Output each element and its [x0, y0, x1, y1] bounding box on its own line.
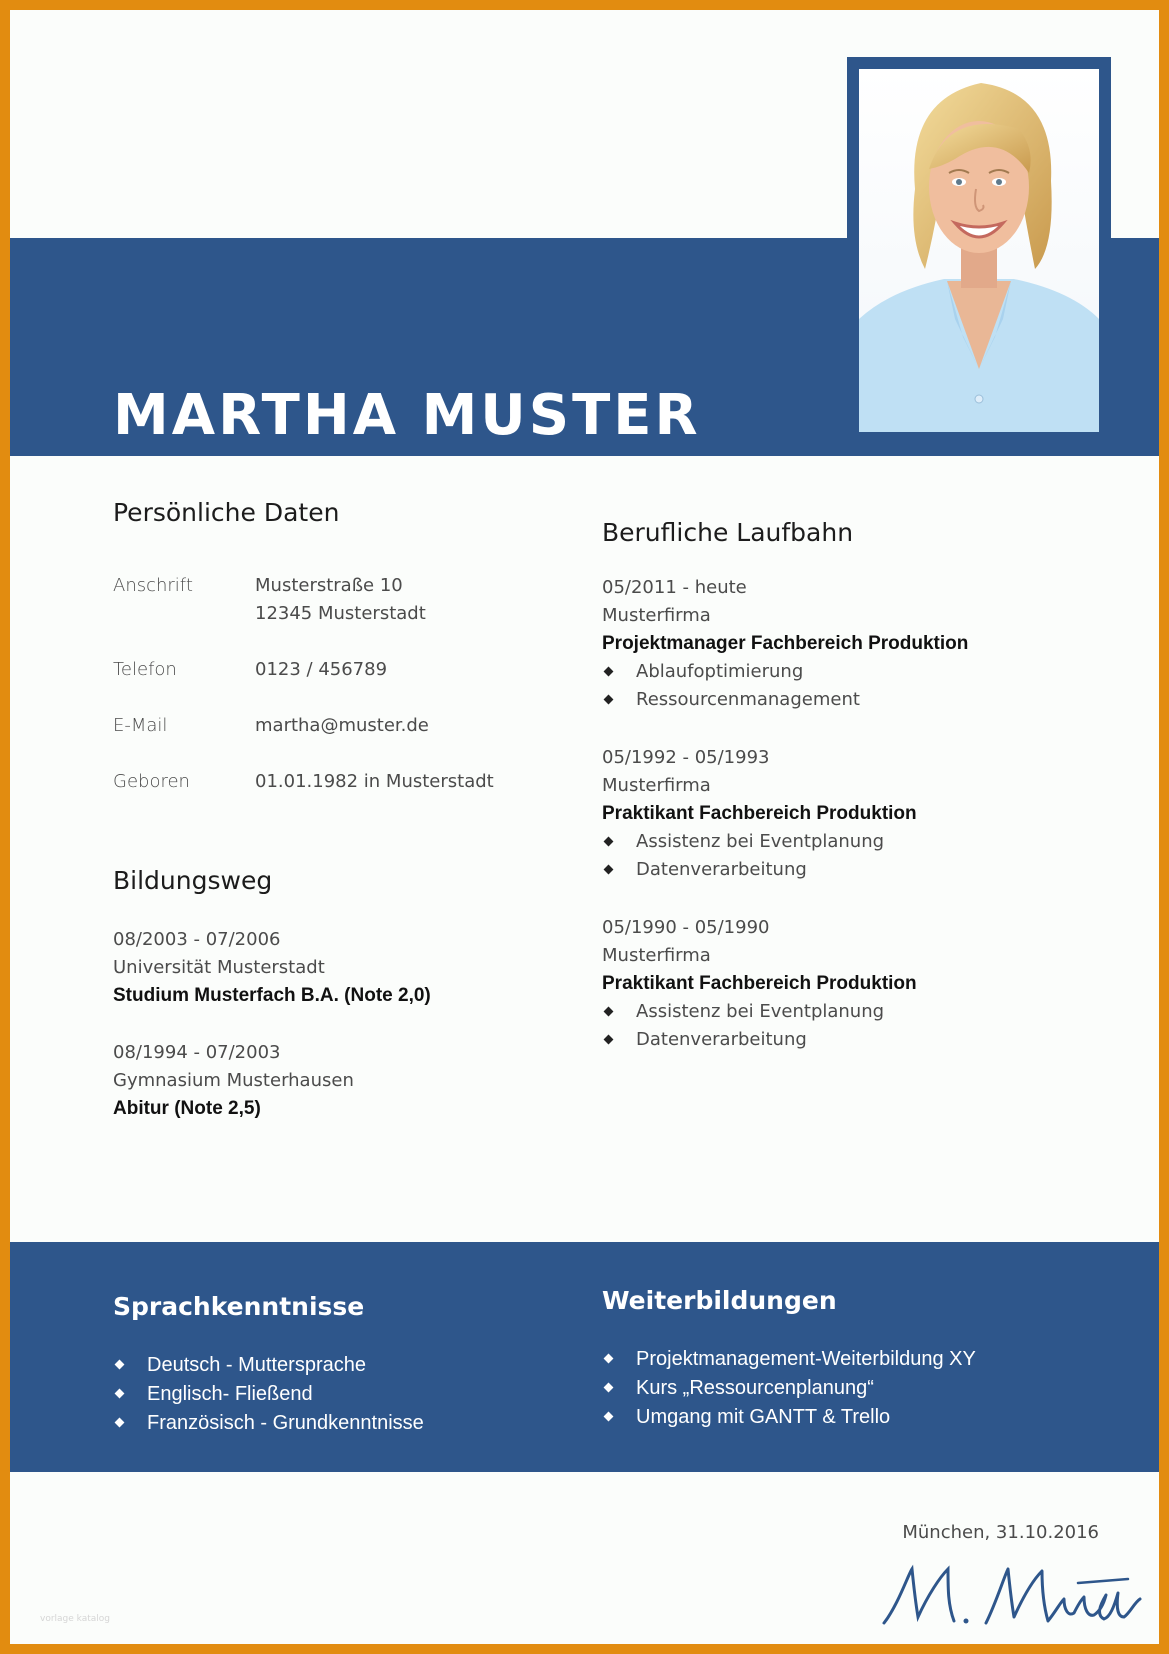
list-item — [602, 1345, 1072, 1374]
diamond-bullet-icon — [115, 1360, 125, 1370]
career-period: 05/2011 - heute — [602, 577, 747, 598]
date-and-place: München, 31.10.2016 — [902, 1522, 1099, 1543]
language-text: Englisch- Fließend — [147, 1383, 313, 1405]
list-item — [602, 658, 1072, 686]
diamond-bullet-icon — [115, 1418, 125, 1428]
email-value — [255, 712, 615, 740]
education-degree: Abitur (Note 2,5) — [113, 1098, 261, 1119]
section-title-personal: Persönliche Daten — [113, 498, 340, 527]
education-degree: Studium Musterfach B.A. (Note 2,0) — [113, 985, 431, 1006]
language-text: Deutsch - Muttersprache — [147, 1354, 366, 1376]
career-company: Musterfirma — [602, 775, 711, 796]
phone-label: Telefon — [113, 659, 177, 680]
career-role: Projektmanager Fachbereich Produktion — [602, 633, 969, 654]
address-label: Anschrift — [113, 575, 193, 596]
list-item — [602, 828, 1072, 856]
applicant-photo — [859, 69, 1099, 432]
list-item — [602, 1374, 1072, 1403]
diamond-bullet-icon — [604, 1412, 614, 1422]
diamond-bullet-icon — [604, 1354, 614, 1364]
task-text: Assistenz bei Eventplanung — [636, 831, 885, 852]
task-text: Ablaufoptimierung — [636, 661, 804, 682]
personal-data-table — [113, 572, 615, 824]
list-item — [602, 1026, 1072, 1054]
birth-date: 01.01.1982 in Musterstadt — [255, 771, 494, 792]
diamond-bullet-icon — [604, 865, 614, 875]
section-title-training: Weiterbildungen — [602, 1286, 837, 1315]
diamond-bullet-icon — [604, 667, 614, 677]
diamond-bullet-icon — [604, 1383, 614, 1393]
applicant-name: MARTHA MUSTER — [113, 383, 701, 448]
diamond-bullet-icon — [604, 837, 614, 847]
watermark-text: vorlage katalog — [40, 1614, 110, 1624]
diamond-bullet-icon — [604, 1035, 614, 1045]
career-period: 05/1992 - 05/1993 — [602, 747, 770, 768]
diamond-bullet-icon — [604, 1007, 614, 1017]
list-item — [113, 1409, 583, 1438]
personal-row-address — [113, 572, 615, 628]
portrait-illustration — [859, 69, 1099, 432]
phone-number: 0123 / 456789 — [255, 659, 388, 680]
task-text: Assistenz bei Eventplanung — [636, 1001, 885, 1022]
address-value — [255, 572, 615, 628]
career-entry — [602, 574, 1072, 714]
list-item — [113, 1351, 583, 1380]
career-role: Praktikant Fachbereich Produktion — [602, 973, 917, 994]
list-item — [602, 856, 1072, 884]
list-item — [602, 686, 1072, 714]
list-item — [602, 1403, 1072, 1432]
list-item — [602, 998, 1072, 1026]
section-title-education: Bildungsweg — [113, 866, 273, 895]
section-title-languages: Sprachkenntnisse — [113, 1292, 365, 1321]
education-place: Gymnasium Musterhausen — [113, 1070, 354, 1091]
diamond-bullet-icon — [604, 695, 614, 705]
list-item — [113, 1380, 583, 1409]
diamond-bullet-icon — [115, 1389, 125, 1399]
education-period: 08/1994 - 07/2003 — [113, 1042, 281, 1063]
education-period: 08/2003 - 07/2006 — [113, 929, 281, 950]
address-city: 12345 Musterstadt — [255, 603, 426, 624]
education-entry — [113, 1039, 583, 1123]
task-text: Ressourcenmanagement — [636, 689, 860, 710]
personal-row-birth — [113, 768, 615, 796]
photo-frame — [847, 57, 1111, 444]
training-text: Projektmanagement-Weiterbildung XY — [636, 1348, 976, 1370]
career-entry — [602, 914, 1072, 1054]
training-text: Umgang mit GANTT & Trello — [636, 1406, 891, 1428]
language-text: Französisch - Grundkenntnisse — [147, 1412, 424, 1434]
career-tasks — [602, 998, 1072, 1054]
career-role: Praktikant Fachbereich Produktion — [602, 803, 917, 824]
birth-value — [255, 768, 615, 796]
address-street: Musterstraße 10 — [255, 575, 403, 596]
career-entry — [602, 744, 1072, 884]
training-text: Kurs „Ressourcenplanung“ — [636, 1377, 874, 1399]
training-list — [602, 1345, 1072, 1432]
personal-row-phone — [113, 656, 615, 684]
career-company: Musterfirma — [602, 605, 711, 626]
language-list — [113, 1351, 583, 1438]
phone-value — [255, 656, 615, 684]
personal-row-email — [113, 712, 615, 740]
education-place: Universität Musterstadt — [113, 957, 325, 978]
career-company: Musterfirma — [602, 945, 711, 966]
email-label: E-Mail — [113, 715, 168, 736]
section-title-career: Berufliche Laufbahn — [602, 518, 854, 547]
career-tasks — [602, 828, 1072, 884]
career-tasks — [602, 658, 1072, 714]
handwritten-signature — [878, 1555, 1148, 1635]
career-period: 05/1990 - 05/1990 — [602, 917, 770, 938]
task-text: Datenverarbeitung — [636, 859, 807, 880]
task-text: Datenverarbeitung — [636, 1029, 807, 1050]
education-entry — [113, 926, 583, 1010]
birth-label: Geboren — [113, 771, 190, 792]
email-address: martha@muster.de — [255, 715, 429, 736]
